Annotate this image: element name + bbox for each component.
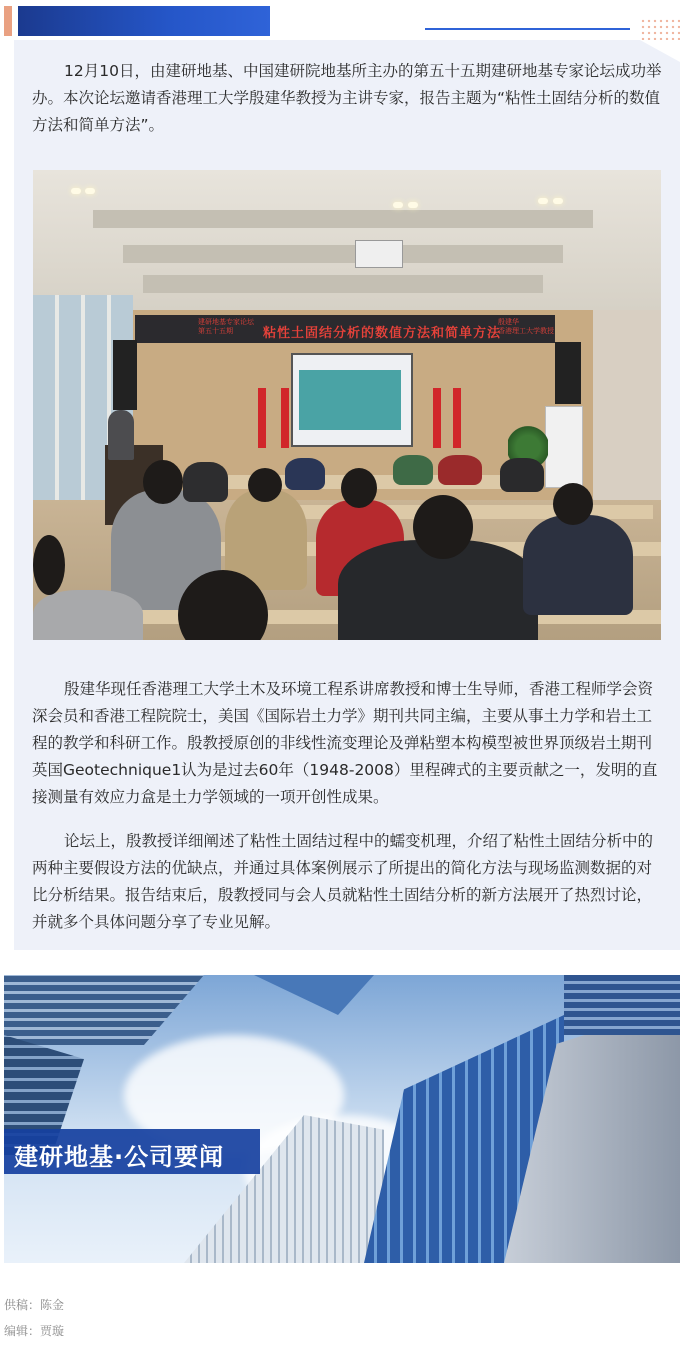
- building: [4, 975, 204, 1045]
- attendee-head: [413, 495, 473, 559]
- attendee: [438, 455, 482, 485]
- ceiling-light: [85, 188, 95, 194]
- header-color-bar: [18, 6, 270, 36]
- article-paragraph-3: 论坛上，殷教授详细阐述了粘性土固结过程中的蠕变机理，介绍了粘性土固结分析中的两种主要假设方法的优缺点，并通过具体案例展示了所提出的简化方法与现场监测数据的对比分析结果。报告结束后，殷教授同与会人员就粘性土固结分析的新方法展开了热烈讨论，并就多个具体问题分享了专业见解。: [32, 832, 654, 931]
- loudspeaker: [113, 340, 137, 410]
- header-divider: [425, 28, 630, 30]
- section-label: 公司要闻: [124, 1143, 225, 1171]
- contributor-credit: 供稿：陈金: [4, 1298, 65, 1312]
- editor-credit: 编辑：贾璇: [4, 1324, 65, 1338]
- projection-slide: [299, 370, 401, 430]
- lecturer: [108, 410, 134, 460]
- attendee: [523, 515, 633, 615]
- ceiling-panel: [93, 210, 593, 228]
- ceiling-light: [408, 202, 418, 208]
- loudspeaker: [555, 342, 581, 404]
- attendee: [285, 458, 325, 490]
- header-accent-strip: [4, 6, 12, 36]
- ceiling-light: [71, 188, 81, 194]
- stage-banner-right: 殷建华 香港理工大学教授: [498, 318, 554, 335]
- attendee-head: [553, 483, 593, 525]
- attendee-head: [33, 535, 65, 595]
- ceiling-light: [553, 198, 563, 204]
- flag: [453, 388, 461, 448]
- attendee: [33, 590, 143, 640]
- ceiling-panel: [123, 245, 563, 263]
- attendee: [500, 458, 544, 492]
- flag: [433, 388, 441, 448]
- brand-name: 建研地基: [14, 1143, 114, 1171]
- flag: [258, 388, 266, 448]
- ceiling-light: [393, 202, 403, 208]
- article-paragraph-1: 12月10日，由建研地基、中国建研院地基所主办的第五十五期建研地基专家论坛成功举办。本次论坛邀请香港理工大学殷建华教授为主讲专家，报告主题为“粘性土固结分析的数值方法和简单方法”。: [32, 62, 662, 134]
- air-conditioner: [545, 406, 583, 488]
- ceiling-panel: [143, 275, 543, 293]
- section-banner-image[interactable]: [4, 975, 680, 1263]
- article-paragraph-2: 殷建华现任香港理工大学土木及环境工程系讲席教授和博士生导师，香港工程师学会资深会员和香港工程院院士，美国《国际岩土力学》期刊共同主编，主要从事土力学和岩土工程的教学和科研工作。殷教授原创的非线性流变理论及弹粘塑本构模型被世界顶级岩土期刊英国Geotechnique1认为是过去60年（1948-2008）里程碑式的主要贡献之一，发明的直接测量有效应力盒是土力学领域的一项开创性成果。: [32, 680, 658, 806]
- building: [254, 975, 374, 1015]
- attendee: [183, 462, 228, 502]
- projector: [355, 240, 403, 268]
- stage-banner-title: 粘性土固结分析的数值方法和简单方法: [263, 326, 502, 341]
- flag: [281, 388, 289, 448]
- section-banner-title: [14, 1137, 224, 1172]
- attendee-head: [248, 468, 282, 502]
- building: [564, 975, 680, 1035]
- forum-photo[interactable]: [33, 170, 661, 640]
- stage-banner-left: 建研地基专家论坛 第五十五期: [198, 318, 254, 335]
- ceiling-light: [538, 198, 548, 204]
- title-separator: ·: [114, 1143, 125, 1171]
- attendee: [393, 455, 433, 485]
- attendee-head: [143, 460, 183, 504]
- attendee-head: [341, 468, 377, 508]
